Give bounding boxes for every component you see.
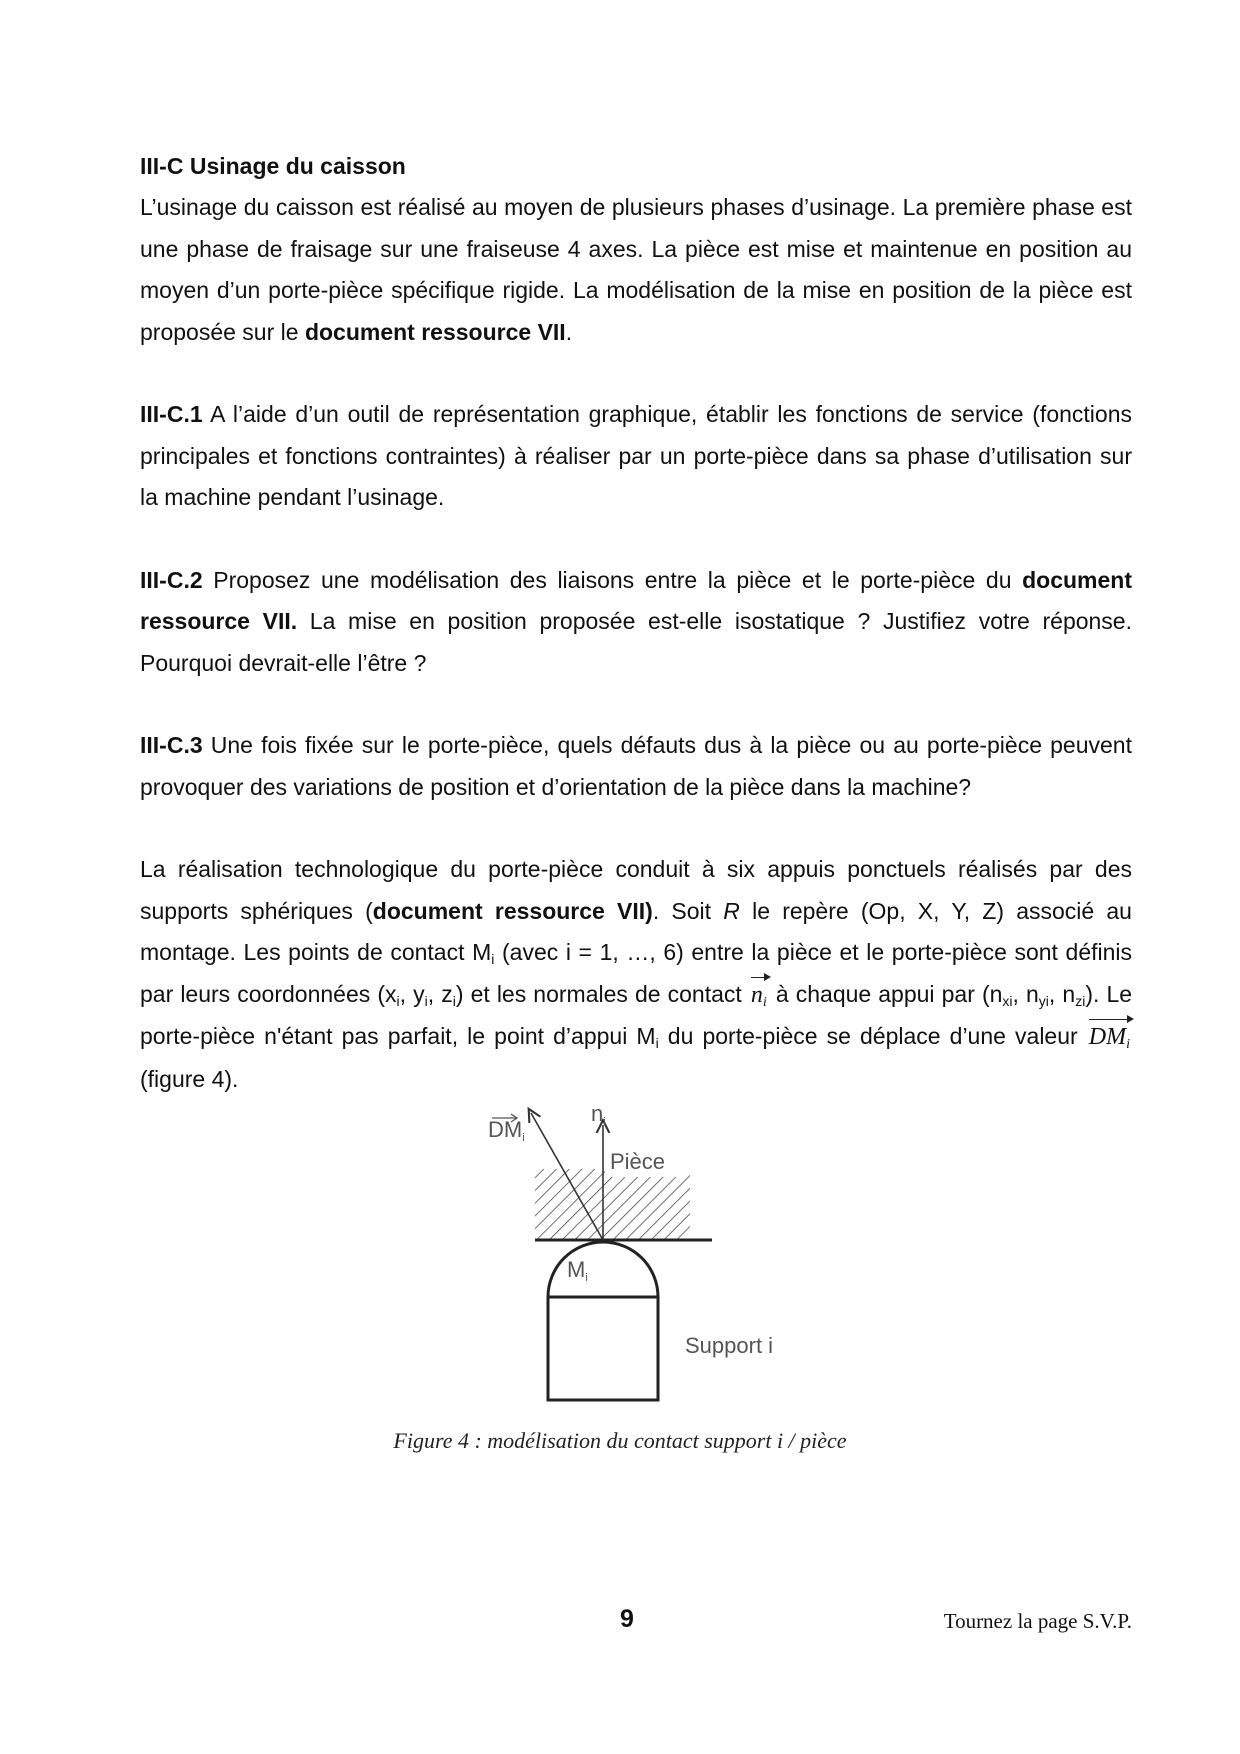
question-1-id: III-C.1 xyxy=(140,401,203,427)
support-label: Support i xyxy=(685,1333,774,1358)
question-2-text: Proposez une modélisation des liaisons entre la pièce et le porte-pièce du xyxy=(202,566,1023,593)
subscript: i xyxy=(762,994,767,1010)
text-run: . Soit xyxy=(652,897,724,924)
section-title: III-C Usinage du caisson xyxy=(140,153,406,179)
displacement-vector-symbol xyxy=(1087,1017,1132,1059)
piece-hatched-area xyxy=(535,1169,690,1240)
question-2-bold: document ressource VII. xyxy=(140,566,1132,634)
n-label-text: n xyxy=(591,1101,604,1126)
text-run: (figure 4). xyxy=(140,1065,239,1092)
figure-caption: Figure 4 : modélisation du contact support i / pièce xyxy=(393,1428,847,1453)
intro-text: L’usinage du caisson est réalisé au moyen de plusieurs phases d’usinage. La première phase est une phase de fraisage sur une fraiseuse 4 axes. La pièce est mise et maintenue en position au moyen d’un porte-pièce spécifique rigide. La modélisation de la mise en position de la pièce est proposée sur le xyxy=(140,194,1132,345)
text-run: , z xyxy=(427,980,453,1007)
intro-paragraph xyxy=(140,187,1132,353)
subscript: i xyxy=(491,951,495,967)
vector-letter: n xyxy=(750,981,763,1008)
text-run: (avec i = 1, …, 6) entre la pièce et le porte-pièce sont définis par leurs coordonnées (x xyxy=(140,939,1133,1007)
piece-label: Pièce xyxy=(610,1149,666,1174)
question-3-id: III-C.3 xyxy=(140,732,203,758)
question-3 xyxy=(140,725,1132,808)
text-run: , y xyxy=(399,980,425,1007)
text-run: , n xyxy=(1012,980,1039,1007)
subscript: i xyxy=(452,992,456,1009)
support-body xyxy=(548,1297,658,1400)
figure-4 xyxy=(480,1101,800,1425)
subscript: i xyxy=(424,992,428,1009)
n-label xyxy=(591,1101,606,1127)
subscript: i xyxy=(396,992,400,1009)
intro-suffix: . xyxy=(565,318,573,345)
subscript: xi xyxy=(1002,992,1013,1009)
dm-label-text: DM xyxy=(488,1117,523,1142)
question-3-text: Une fois fixée sur le porte-pièce, quels défauts dus à la pièce ou au porte-pièce peuvent provoquer des variations de position et d’orientation de la pièce dans la machine? xyxy=(140,732,1132,800)
text-run: , n xyxy=(1048,980,1076,1007)
bold-run: document ressource VII) xyxy=(372,897,653,924)
dm-label-sub: i xyxy=(522,1132,525,1144)
n-label-sub: i xyxy=(603,1116,606,1128)
footer-note: Tournez la page S.V.P. xyxy=(943,1609,1132,1633)
text-run: ) et les normales de contact xyxy=(455,980,749,1007)
vector-letters: DM xyxy=(1088,1024,1127,1050)
document-body xyxy=(140,145,1132,1100)
text-run: La réalisation technologique du porte-pièce conduit à six appuis ponctuels réalisés par des supports sphériques ( xyxy=(140,856,1132,924)
contact-point-label xyxy=(567,1257,588,1283)
normal-vector-symbol xyxy=(749,975,769,1017)
intro-bold: document ressource VII xyxy=(304,318,566,345)
support-dome xyxy=(548,1242,658,1297)
text-run: à chaque appui par (n xyxy=(768,980,1003,1007)
question-1-text: A l’aide d’un outil de représentation graphique, établir les fonctions de service (fonctions principales et fonctions contraintes) à réaliser par un porte-pièce dans sa phase d’utilisation sur la machine pendant l’usinage. xyxy=(140,401,1132,510)
question-1 xyxy=(140,394,1132,519)
page-number: 9 xyxy=(620,1605,634,1633)
question-2 xyxy=(140,560,1132,685)
text-run: du porte-pièce se déplace d’une valeur xyxy=(658,1023,1087,1049)
text-run: ). Le porte-pièce n'étant pas parfait, le point d’appui M xyxy=(140,980,1133,1049)
repere-symbol: R xyxy=(723,897,740,924)
m-label-sub: i xyxy=(585,1272,588,1284)
question-2-id: III-C.2 xyxy=(140,566,203,593)
subscript: yi xyxy=(1038,992,1049,1009)
question-2-text-after: La mise en position proposée est-elle isostatique ? Justifiez votre réponse. Pourquoi devrait-elle l’être ? xyxy=(140,608,1132,676)
subscript: i xyxy=(655,1035,659,1051)
subscript: i xyxy=(1126,1037,1130,1052)
m-label-text: M xyxy=(567,1257,586,1282)
text-run: le repère (Op, X, Y, Z) associé au montage. Les points de contact M xyxy=(140,897,1132,965)
dm-label xyxy=(488,1117,525,1143)
realisation-paragraph xyxy=(140,849,1132,1100)
subscript: zi xyxy=(1075,992,1086,1009)
